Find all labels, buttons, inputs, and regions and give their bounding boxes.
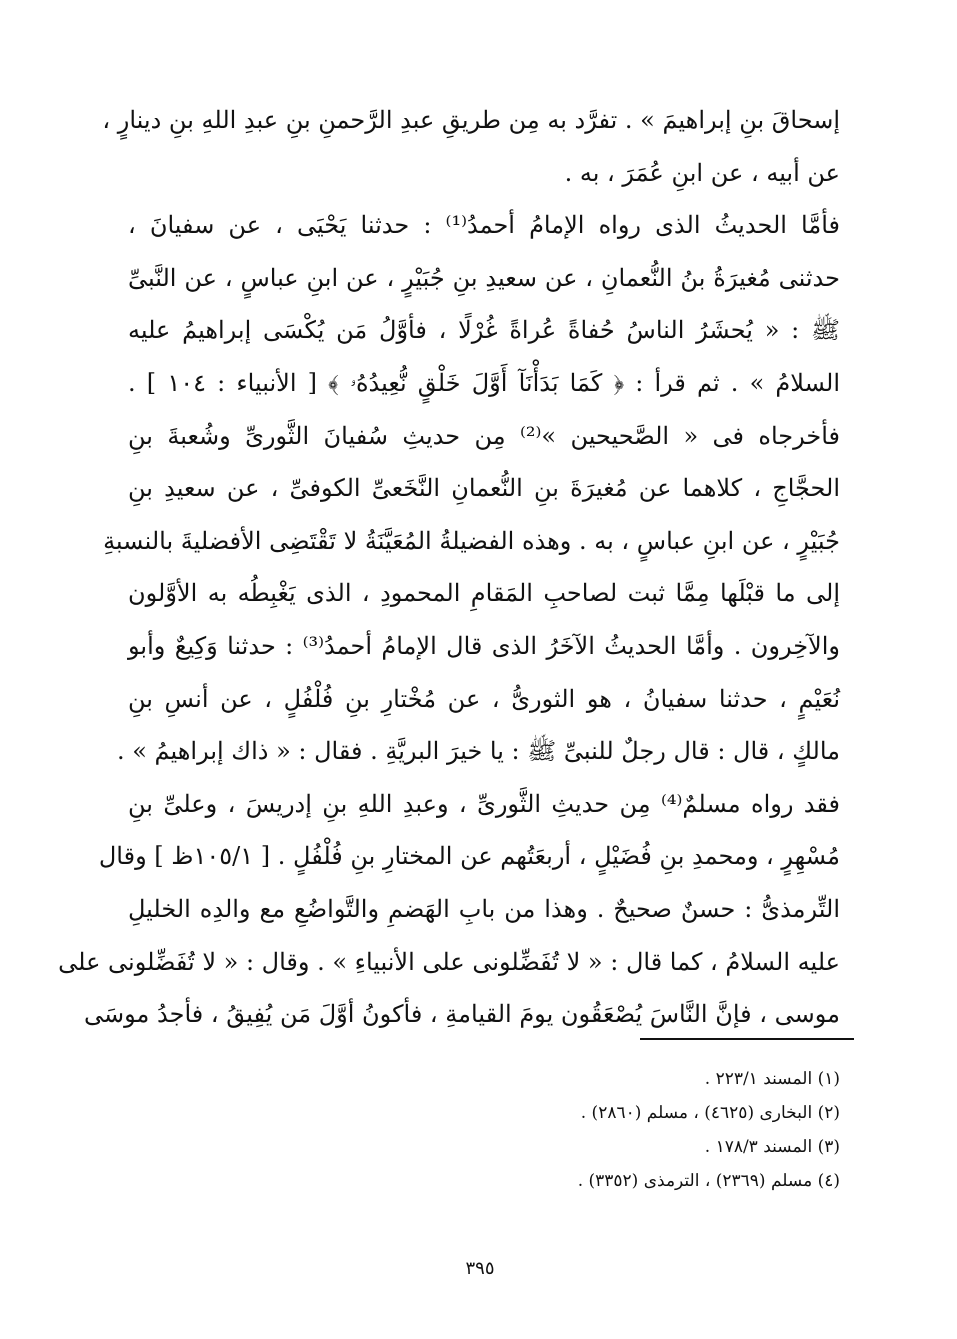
footnote: (٢) البخارى (٤٦٢٥) ، مسلم (٢٨٦٠) . <box>580 1103 840 1123</box>
footnote-divider <box>640 1038 854 1040</box>
text-line: موسى ، فإنَّ النَّاسَ يُصْعَقُون يومَ القيامةِ ، فأكونُ أوَّلَ مَن يُفِيقُ ، فأجدُ موسَى <box>84 1000 840 1029</box>
text-line: إسحاقَ بنِ إبراهيمَ » . تفرَّد به مِن طريقِ عبدِ الرَّحمنِ بنِ عبدِ اللهِ بنِ دينارٍ ، <box>102 106 840 134</box>
text-line: فأمَّا الحديثُ الذى رواه الإمامُ أحمدُ⁽¹⁾ : حدثنا يَحْيَى ، عن سفيانَ ، <box>128 211 841 240</box>
page-number: ٣٩٥ <box>465 1258 495 1279</box>
text-line: مالكٍ ، قال : قال رجلٌ للنبىِّ ﷺ : يا خيرَ البريَّةِ . فقال : « ذاك إبراهيمُ » . <box>116 737 840 766</box>
text-line: السلامُ » . ثم قرأ : ﴿ كَمَا بَدَأْنَآ أَوَّلَ خَلْقٍ نُّعِيدُهُۥ ﴾ [ الأنبياء : ١٠٤ ] . <box>128 368 840 397</box>
footnotes <box>400 1062 840 1198</box>
text-line: جُبَيْرٍ ، عن ابنِ عباسٍ ، به . وهذه الفضيلةُ المُعَيَّنَةُ لا تَقْتَضِى الأفضليةَ بالنسبةِ <box>103 526 840 555</box>
text-line: إلى ما قبْلَها مِمَّا ثبت لصاحبِ المَقامِ المحمودِ ، الذى يَغْبِطُه به الأوَّلون <box>128 579 840 608</box>
text-line: عن أبيه ، عن ابنِ عُمَرَ ، به . <box>564 158 840 187</box>
text-line: فقد رواه مسلمٌ⁽⁴⁾ مِن حديثِ الثَّورىِّ ، وعبدِ اللهِ بنِ إدريسَ ، وعلىِّ بنِ <box>128 789 841 818</box>
text-line: الحجَّاجِ ، كلاهما عن مُغيرَةَ بنِ النُّعمانِ النَّخَعىِّ الكوفىِّ ، عن سعيدِ بنِ <box>128 474 840 503</box>
text-line: حدثنى مُغيرَةُ بنُ النُّعمانِ ، عن سعيدِ بنِ جُبَيْرٍ ، عن ابنِ عباسٍ ، عن النَّبىِّ <box>128 263 840 292</box>
footnote: (١) المسند ٢٢٣/١ . <box>704 1069 840 1089</box>
main-text <box>58 94 841 1041</box>
text-line: نُعَيْمٍ ، حدثنا سفيانُ ، هو الثورىُّ ، عن مُخْتارِ بنِ فُلْفُلٍ ، عن أنسِ بنِ <box>128 684 840 713</box>
text-line: التِّرمذىُّ : حسنٌ صحيحٌ . وهذا من بابِ الهَضمِ والتَّواضُعِ مع والدِه الخليلِ <box>128 894 840 923</box>
text-line: فأخرجاه فى « الصَّحيحين »⁽²⁾ مِن حديثِ سُفيانَ الثَّورىِّ وشُعبةَ بنِ <box>128 421 841 450</box>
text-line: والآخِرون . وأمَّا الحديثُ الآخَرُ الذى قال الإمامُ أحمدُ⁽³⁾ : حدثنا وَكِيعٌ وأبو <box>128 631 841 660</box>
text-line: عليه السلامُ ، كما قال : « لا تُفَضِّلونى على الأنبياءِ » . وقال : « لا تُفَضِّلونى على <box>58 947 840 976</box>
text-line: مُسْهِرٍ ، ومحمدِ بنِ فُضَيْلٍ ، أربعَتُهم عن المختارِ بنِ فُلْفُلٍ . [ ١٠٥/١ظ ] وقال <box>98 842 840 871</box>
footnote: (٣) المسند ١٧٨/٣ . <box>704 1137 840 1157</box>
footnote: (٤) مسلم (٢٣٦٩) ، الترمذى (٣٣٥٢) . <box>577 1171 840 1191</box>
text-line: ﷺ : « يُحشَرُ الناسُ حُفاةً عُراةً غُرْلًا ، فأوَّلُ مَن يُكْسَى إبراهيمُ عليه <box>128 316 840 345</box>
